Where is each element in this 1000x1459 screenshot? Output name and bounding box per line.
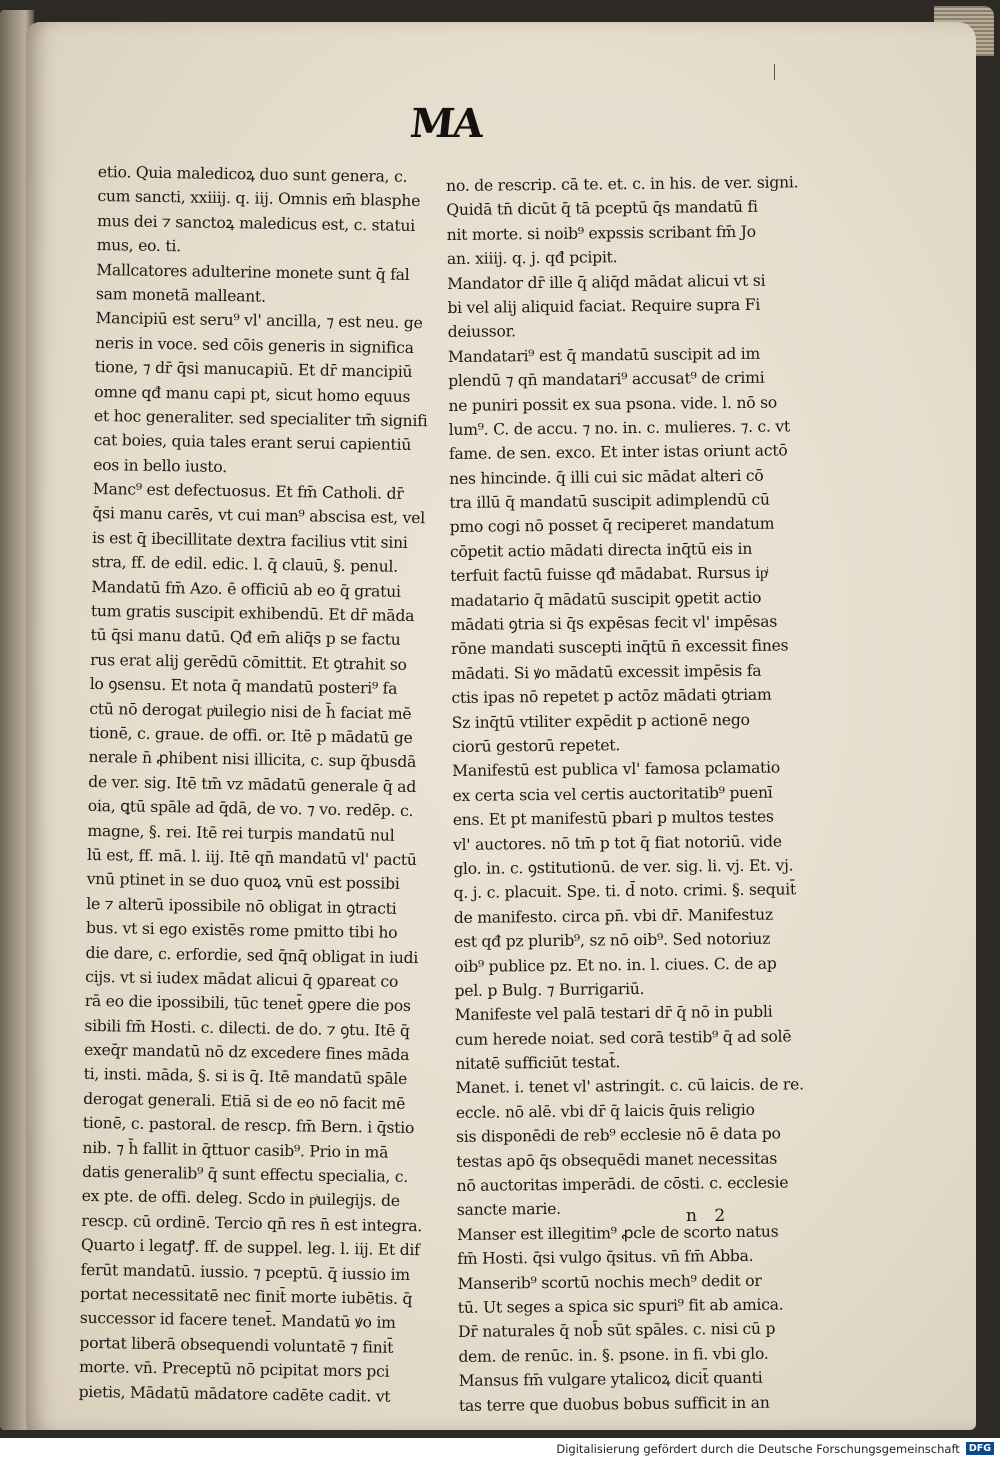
text-line: nes hincinde. q̄ illi cui sic mādat alteri cō — [449, 466, 764, 488]
left-text-column — [78, 160, 438, 1409]
text-line: sis disponēdi de reb⁹ ecclesie nō ē data po — [455, 1124, 781, 1147]
text-line: est qđ pz plurib⁹, sz nō oib⁹. Sed notoriuz — [453, 929, 771, 952]
running-head: MA — [407, 100, 485, 147]
text-line: an. xiiij. q. j. qđ pcipit. — [446, 248, 618, 269]
text-line: eos in bello iusto. — [93, 455, 228, 476]
text-line: tione, ⁊ dr̄ q̄si manucapiū. Et dr̄ mancipiū — [94, 358, 413, 382]
text-line: tionē, c. graue. de offi. or. Itē p mādatū ge — [88, 723, 413, 747]
text-line: Mancipiū est seru⁹ vl' ancilla, ⁊ est neu. ge — [95, 309, 423, 333]
text-line: sancte marie. — [456, 1200, 561, 1220]
text-line: Manser est illegitim⁹ ꝓcle de scorto natus — [457, 1222, 779, 1244]
text-line: sibili fm̄ Hosti. c. dilecti. de do. ⁊ ꝯtu. Itē q̄ — [84, 1016, 410, 1040]
right-text-column — [446, 170, 811, 1418]
text-line: mādati ꝯtria si q̄s expēsas fecit vl' impēsas — [450, 612, 778, 635]
text-line: Mandatari⁹ est q̄ mandatū suscipit ad im — [447, 344, 761, 366]
text-line: Quarto i legatꝭ. ff. de suppel. leg. l. iij. Et dif — [80, 1236, 420, 1260]
text-line: fm̄ Hosti. q̄si vulgo q̄situs. vn̄ fm̄ Abba. — [457, 1247, 754, 1269]
text-line: le ⁊ alterū ipossibile nō obligat in ꝯtracti — [86, 894, 397, 918]
text-line: vl' auctores. nō tm̄ p tot q̄ fiat notoriū. vide — [452, 832, 782, 854]
text-line: q̄si manu carēs, vt cui man⁹ abscisa est, vel — [92, 504, 426, 528]
text-line: rescp. cū ordinē. Tercio qn̄ res n̄ est integra. — [81, 1211, 423, 1236]
text-line: testas apō q̄s obsequēdi manet necessitas — [456, 1149, 778, 1171]
text-line: cōpetit actio mādati directa inq̄tū eis in — [449, 539, 753, 561]
text-line: Manserib⁹ scortū nochis mech⁹ dedit or — [457, 1271, 762, 1293]
text-line: etio. Quia maledicoꝝ duo sunt genera, c. — [97, 162, 408, 186]
text-line: bi vel alij aliquid faciat. Require supra Fi — [447, 295, 761, 317]
text-line: rōne mandati suscepti inq̄tū n̄ excessit fines — [450, 636, 789, 659]
text-line: ctis ipas nō repetet p actōz mādati ꝯtriam — [451, 685, 772, 708]
text-line: stra, ff. de edil. edic. l. q̄ clauū, §. penul. — [91, 553, 399, 577]
text-line: portat necessitatē nec finit̄ morte iubētis. q̄ — [80, 1284, 413, 1309]
text-line: mus dei ⁊ sanctoꝝ maledicus est, c. statui — [96, 211, 416, 235]
text-line: cum sancti, xxiiij. q. iij. Omnis em̄ blasphe — [97, 187, 421, 211]
text-line: mus, eo. ti. — [96, 236, 182, 256]
text-line: nō auctoritas imperādi. de cōsti. c. ecclesie — [456, 1173, 789, 1195]
text-line: Quidā tn̄ dicūt q̄ tā pceptū q̄s mandatū fi — [446, 198, 758, 220]
text-line: tum gratis suscipit exhibendū. Et dr̄ māda — [90, 601, 415, 626]
text-line: Dr̄ naturales q̄ nob̄ sūt spāles. c. nisi cū p — [458, 1319, 776, 1342]
text-line: exeq̄r mandatū nō dz excedere fines māda — [83, 1040, 410, 1065]
text-line: rus erat alij gerēdū cōmittit. Et ꝯtrahit so — [90, 650, 407, 674]
text-line: ex certa scia vel certis auctoritatib⁹ puenī — [452, 783, 773, 805]
text-line: derogat generali. Etiā si de eo nō facit mē — [83, 1089, 406, 1113]
text-line: Manifeste vel palā testari dr̄ q̄ nō in publi — [454, 1002, 773, 1025]
text-line: pietis, Mādatū mādatore cadēte cadit. vt — [78, 1382, 391, 1406]
dfg-logo: DFG — [966, 1442, 994, 1455]
text-line: Mandatū fm̄ Azo. ē officiū ab eo q̄ gratui — [91, 577, 401, 601]
text-line: fame. de sen. exco. Et inter istas oriunt actō — [448, 441, 788, 464]
text-line: Sz inq̄tū vtiliter expēdit p actionē nego — [451, 710, 750, 732]
text-line: portat liberā obsequendi voluntatē ⁊ finit̄ — [79, 1333, 394, 1357]
text-line: lum⁹. C. de accu. ⁊ no. in. c. mulieres. ⁊. c. vt — [448, 417, 791, 439]
text-line: Manet. i. tenet vl' astringit. c. cū laicis. de re. — [455, 1075, 804, 1098]
text-line: datis generalib⁹ q̄ sunt effectu specialia, c. — [81, 1162, 409, 1187]
text-line: pmo cogi nō posset q̄ reciperet mandatum — [449, 515, 775, 537]
text-line: et hoc generaliter. sed specialiter tm̄ signifi — [93, 406, 428, 431]
text-line: ens. Et pt manifestū pbari p multos testes — [452, 807, 774, 830]
text-line: ex pte. de offi. deleg. Scdo in pͥuilegijs. de — [81, 1187, 400, 1211]
text-line: Mansus fm̄ vulgare ytalicoꝝ dicit̄ quanti — [458, 1368, 763, 1391]
text-line: tū. Ut seges a spica sic spuri⁹ fit ab amica. — [457, 1295, 784, 1317]
text-line: Manifestū est publica vl' famosa pclamatio — [452, 758, 781, 781]
text-line: successor id facere tenet̄. Mandatū ꝟo im — [79, 1309, 396, 1333]
text-line: nib. ⁊ h̄ fallit in q̄ttuor casib⁹. Prio in mā — [82, 1138, 389, 1162]
text-line: madatario q̄ mādatū suscipit ꝯpetit actio — [450, 588, 762, 610]
funding-credit: Digitalisierung gefördert durch die Deutsche Forschungsgemeinschaft — [556, 1441, 960, 1456]
text-line: vnū ptinet in se duo quoꝝ vnū est possibi — [86, 870, 400, 894]
text-line: eccle. nō alē. vbi dr̄ q̄ laicis q̄uis religio — [455, 1100, 755, 1122]
text-line: de manifesto. circa pn̄. vbi dr̄. Manifestuz — [453, 905, 773, 927]
text-line: rā eo die ipossibili, tūc tenet̄ ꝯpere die pos — [84, 992, 411, 1016]
text-line: ne puniri possit ex sua psona. vide. l. nō so — [448, 393, 778, 415]
text-line: nitatē sufficiūt testat̄. — [455, 1053, 621, 1074]
text-line: neris in voce. sed cōis generis in significa — [94, 333, 414, 357]
text-line: oia, ꝗtū spāle ad q̄dā, de vo. ⁊ vo. redēp. c. — [87, 797, 414, 821]
text-line: bus. vt si ego existēs rome pmitto tibi ho — [85, 919, 398, 942]
text-line: die dare, c. erfordie, sed q̄nq̄ obligat in iudi — [85, 943, 419, 967]
signature-mark: n 2 — [686, 1206, 732, 1226]
text-line: omne qđ manu capi pt, sicut homo equus — [94, 382, 411, 406]
text-line: Manc⁹ est defectuosus. Et fm̄ Catholi. dr̄ — [92, 480, 404, 503]
text-line: tas terre que duobus bobus sufficit in an — [458, 1393, 770, 1415]
text-line: cijs. vt si iudex mādat alicui q̄ ꝯpareat co — [85, 967, 399, 991]
text-line: cum herede noiat. sed corā testib⁹ q̄ ad solē — [454, 1027, 792, 1049]
text-line: tū q̄si manu datū. Qđ em̄ aliq̄s p se factu — [90, 626, 401, 650]
pencil-mark — [774, 64, 775, 80]
text-line: tra illū q̄ mandatū suscipit adimplendū cū — [449, 490, 770, 513]
text-line: cat boies, quia tales erant serui capientiū — [93, 431, 412, 455]
text-line: ti, insti. māda, §. si is q̄. Itē mandatū spāle — [83, 1065, 408, 1089]
text-line: ctū nō derogat pͥuilegio nisi de h̄ faciat mē — [89, 699, 412, 723]
text-line: Mandator dr̄ ille q̄ aliq̄d mādat alicui vt si — [447, 271, 766, 293]
text-line: morte. vn̄. Preceptū nō pcipitat mors pci — [78, 1357, 390, 1381]
text-line: oib⁹ publice pz. Et no. in. l. ciues. C. de ap — [454, 954, 777, 976]
text-line: mādati. Si ꝟo mādatū excessit impēsis fa — [451, 661, 762, 683]
digitization-footer — [0, 1438, 1000, 1459]
text-line: magne, §. rei. Itē rei turpis mandatū nul — [87, 821, 395, 845]
text-line: nit morte. si noib⁹ expssis scribant fm̄ Jo — [446, 222, 756, 244]
text-line: ciorū gestorū repetet. — [451, 736, 621, 756]
text-line: lo ꝯsensu. Et nota q̄ mandatū posteri⁹ fa — [89, 675, 398, 698]
text-line: is est q̄ ibecillitate dextra facilius vtit sini — [91, 528, 408, 552]
text-line: de ver. sig. Itē tm̄ vz mādatū generale q̄ ad — [88, 772, 417, 796]
text-line: deiussor. — [447, 322, 516, 342]
text-line: terfuit factū fuisse qđ mādabat. Rursus ipͥ — [450, 563, 768, 586]
text-line: no. de rescrip. cā te. et. c. in his. de ver. signi. — [446, 173, 799, 195]
text-line: lū est, ff. mā. l. iij. Itē qn̄ mandatū vl' pactū — [86, 845, 417, 870]
text-line: pel. p Bulg. ⁊ Burrigariū. — [454, 979, 645, 1000]
text-line: nerale n̄ ꝓhibent nisi illicita, c. sup q̄busdā — [88, 748, 417, 772]
text-line: glo. in. c. ꝯstitutionū. de ver. sig. li. vj. Et. vj. — [453, 856, 794, 878]
text-line: plendū ⁊ qn̄ mandatari⁹ accusat⁹ de crimi — [448, 368, 765, 391]
text-line: ferūt mandatū. iussio. ⁊ pceptū. q̄ iussio im — [80, 1260, 411, 1284]
text-line: sam monetā malleant. — [95, 284, 266, 306]
text-line: q. j. c. placuit. Spe. ti. d̄ noto. crimi. §. sequit̄ — [453, 880, 797, 903]
text-line: Mallcatores adulterine monete sunt q̄ fal — [96, 260, 410, 284]
text-line: tionē, c. pastoral. de rescp. fm̄ Bern. i q̄stio — [82, 1114, 415, 1138]
text-line: dem. de renūc. in. §. psone. in fi. vbi glo. — [458, 1344, 769, 1366]
